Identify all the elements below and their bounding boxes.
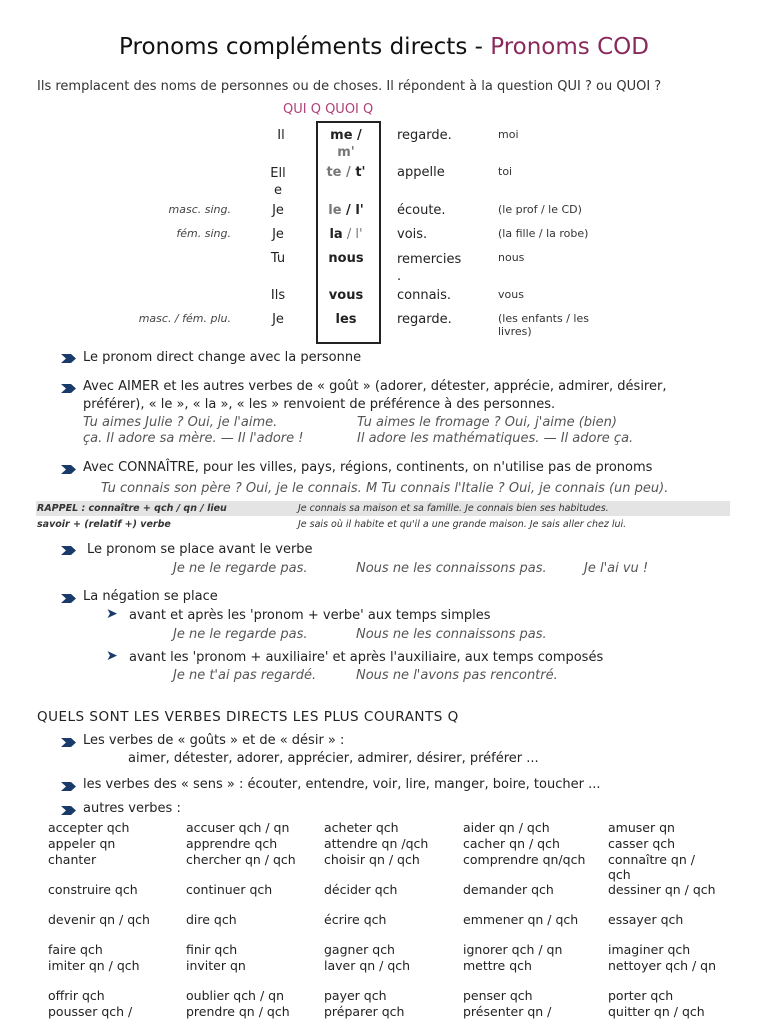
verb-cell: essayer qch — [608, 912, 684, 927]
row-verb: écoute. — [397, 203, 446, 218]
sub-arrow-icon: ➤ — [106, 648, 118, 664]
verb-cell: continuer qch — [186, 882, 273, 897]
rule-5a-example: Je ne le regarde pas. — [173, 627, 308, 642]
row-subject: Ils — [270, 288, 286, 303]
verb-cell: écrire qch — [324, 912, 387, 927]
row-pronoun: les — [335, 312, 357, 327]
verb-cell: faire qch — [48, 942, 103, 957]
rule-2-line2: préférer), « le », « la », « les » renvoient de préférence à des personnes. — [83, 397, 556, 412]
verb-cell: chercher qn / qch — [186, 852, 296, 867]
verb-cell: demander qch — [463, 882, 554, 897]
row-label: masc. sing. — [168, 203, 231, 216]
verb-cell: appeler qn — [48, 836, 116, 851]
row-pronoun: le / l' — [328, 203, 364, 218]
row-subject: Ell e — [270, 166, 286, 198]
verb-cell: ignorer qch / qn — [463, 942, 563, 957]
row-pronoun-elided: m' — [337, 145, 355, 160]
rule-4-example: Je l'ai vu ! — [584, 561, 649, 576]
row-verb: remercies . — [397, 252, 462, 284]
sub-arrow-icon: ➤ — [106, 606, 118, 622]
row-subject: Il — [277, 128, 285, 143]
rule-2-example: Tu aimes Julie ? Oui, je l'aime. — [83, 415, 278, 430]
verb-cell: décider qch — [324, 882, 398, 897]
row-label: fém. sing. — [176, 227, 231, 240]
bullet-arrow-icon — [61, 383, 77, 394]
bullet-arrow-icon — [61, 805, 77, 816]
verb-cell: oublier qch / qn — [186, 988, 284, 1003]
verb-cell: construire qch — [48, 882, 138, 897]
verb-cell: dire qch — [186, 912, 237, 927]
rappel-right: Je sais où il habite et qu'il a une grande maison. Je sais aller chez lui. — [298, 519, 627, 530]
row-subject: Tu — [270, 251, 286, 266]
rule-5a: avant et après les 'pronom + verbe' aux temps simples — [129, 608, 491, 623]
verb-cell: présenter qn / — [463, 1004, 552, 1019]
verb-cell: imaginer qch — [608, 942, 691, 957]
rule-5b: avant les 'pronom + auxiliaire' et après l'auxiliaire, aux temps composés — [129, 650, 604, 665]
bullet-arrow-icon — [61, 781, 77, 792]
verb-cell: chanter — [48, 852, 97, 867]
verb-cell: choisir qn / qch — [324, 852, 420, 867]
verb-cell: finir qch — [186, 942, 238, 957]
row-pronoun: me / — [330, 128, 362, 143]
verb-cell: quitter qn / qch — [608, 1004, 705, 1019]
rappel-left: RAPPEL : connaître + qch / qn / lieu — [37, 503, 227, 514]
row-verb: regarde. — [397, 312, 452, 327]
verb-cell: apprendre qch — [186, 836, 278, 851]
verb-cell: accuser qch / qn — [186, 820, 290, 835]
intro-text: Ils remplacent des noms de personnes ou de choses. Il répondent à la question QUI ? ou QUOI ? — [37, 79, 662, 94]
verb-cell: aider qn / qch — [463, 820, 550, 835]
verb-cell: inviter qn — [186, 958, 246, 973]
verb-cell: connaître qn / qch — [608, 852, 695, 882]
verb-cell: prendre qn / qch — [186, 1004, 290, 1019]
verb-cell: penser qch — [463, 988, 533, 1003]
rule-3-example: Tu connais son père ? Oui, je le connais. M Tu connais l'Italie ? Oui, je connais (un peu). — [101, 481, 669, 496]
row-pronoun: te / t' — [326, 165, 366, 180]
rule-4: Le pronom se place avant le verbe — [87, 542, 313, 557]
qui-quoi-label: QUI Q QUOI Q — [283, 102, 374, 117]
row-label: masc. / fém. plu. — [138, 312, 231, 325]
rule-2-example: Tu aimes le fromage ? Oui, j'aime (bien) — [357, 415, 617, 430]
verb-cell: acheter qch — [324, 820, 399, 835]
row-hint: vous — [498, 288, 524, 301]
verb-cell: imiter qn / qch — [48, 958, 140, 973]
rule-5b-example: Je ne t'ai pas regardé. — [173, 668, 317, 683]
row-hint: (le prof / le CD) — [498, 203, 582, 216]
row-verb: regarde. — [397, 128, 452, 143]
verb-cell: mettre qch — [463, 958, 532, 973]
row-subject: Je — [272, 203, 284, 218]
bullet-arrow-icon — [61, 464, 77, 475]
rule-5: La négation se place — [83, 589, 218, 604]
verb-cell: gagner qch — [324, 942, 395, 957]
page-title — [0, 34, 768, 60]
verb-cell: comprendre qn/qch — [463, 852, 586, 867]
row-hint: moi — [498, 128, 519, 141]
row-pronoun: nous — [328, 251, 364, 266]
rule-2-line1: Avec AIMER et les autres verbes de « goût » (adorer, détester, apprécie, admirer, désirer, — [83, 379, 667, 394]
rule-2-example: ça. Il adore sa mère. — Il l'adore ! — [83, 431, 304, 446]
verb-cell: nettoyer qch / qn — [608, 958, 717, 973]
row-hint: nous — [498, 251, 525, 264]
section-item-3: autres verbes : — [83, 801, 181, 816]
rule-2-example: Il adore les mathématiques. — Il adore ça. — [357, 431, 634, 446]
verb-cell: casser qch — [608, 836, 676, 851]
row-verb: vois. — [397, 227, 428, 242]
row-verb: connais. — [397, 288, 452, 303]
verb-cell: pousser qch / — [48, 1004, 133, 1019]
rule-3: Avec CONNAÎTRE, pour les villes, pays, régions, continents, on n'utilise pas de pronoms — [83, 460, 653, 475]
row-hint: (les enfants / les livres) — [498, 312, 589, 338]
verb-cell: devenir qn / qch — [48, 912, 150, 927]
title-main: Pronoms compléments directs - — [119, 34, 491, 60]
bullet-arrow-icon — [61, 737, 77, 748]
rule-4-example: Nous ne les connaissons pas. — [356, 561, 547, 576]
rule-4-example: Je ne le regarde pas. — [173, 561, 308, 576]
rappel-right: Je connais sa maison et sa famille. Je connais bien ses habitudes. — [298, 503, 609, 514]
verb-cell: attendre qn /qch — [324, 836, 429, 851]
verb-cell: amuser qn — [608, 820, 675, 835]
section-item-2: les verbes des « sens » : écouter, entendre, voir, lire, manger, boire, toucher ... — [83, 777, 601, 792]
verb-cell: porter qch — [608, 988, 674, 1003]
rule-1: Le pronom direct change avec la personne — [83, 350, 362, 365]
verb-cell: dessiner qn / qch — [608, 882, 716, 897]
section-item-1-list: aimer, détester, adorer, apprécier, admirer, désirer, préférer ... — [128, 751, 539, 766]
rappel-left: savoir + (relatif +) verbe — [37, 519, 171, 530]
row-subject: Je — [272, 312, 284, 327]
title-accent: Pronoms COD — [490, 34, 649, 60]
verb-cell: offrir qch — [48, 988, 105, 1003]
row-subject: Je — [272, 227, 284, 242]
bullet-arrow-icon — [61, 353, 77, 364]
row-hint: (la fille / la robe) — [498, 227, 589, 240]
verb-cell: laver qn / qch — [324, 958, 411, 973]
rule-5b-example: Nous ne l'avons pas rencontré. — [356, 668, 558, 683]
rule-5a-example: Nous ne les connaissons pas. — [356, 627, 547, 642]
verb-cell: emmener qn / qch — [463, 912, 579, 927]
row-pronoun: la / l' — [329, 227, 363, 242]
verb-cell: cacher qn / qch — [463, 836, 560, 851]
row-pronoun: vous — [328, 288, 364, 303]
verb-cell: préparer qch — [324, 1004, 405, 1019]
verb-cell: accepter qch — [48, 820, 130, 835]
section-item-1: Les verbes de « goûts » et de « désir » : — [83, 733, 345, 748]
bullet-arrow-icon — [61, 593, 77, 604]
bullet-arrow-icon — [61, 545, 77, 556]
row-hint: toi — [498, 165, 513, 178]
section-title: QUELS SONT LES VERBES DIRECTS LES PLUS COURANTS Q — [37, 709, 459, 725]
verb-cell: payer qch — [324, 988, 387, 1003]
row-verb: appelle — [397, 165, 445, 180]
